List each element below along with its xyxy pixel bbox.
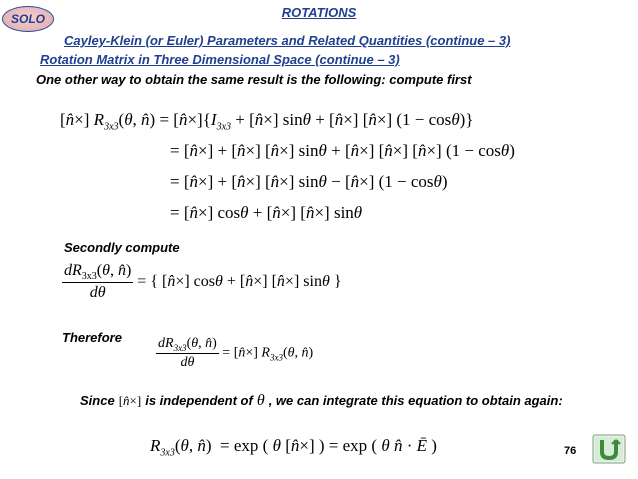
slide-subtitle-1: Cayley-Klein (or Euler) Parameters and Related Quantities (continue – 3) xyxy=(64,33,511,48)
page-number: 76 xyxy=(564,445,577,457)
derivative-equation: $\frac{dR_{3x3}(\theta, n̂)}{d\theta}$ = { [n̂×] cosθ + [n̂×] [n̂×] sinθ } xyxy=(64,262,342,302)
since-middle: is independent of xyxy=(145,393,253,408)
final-equation: $R_{3x3}(\theta$, n̂) = exp ( θ [n̂×] ) = exp ( θ n̂ · Ē ) xyxy=(150,436,437,459)
equation-line-3: = [n̂×] + [n̂×] [n̂×] sinθ − [n̂×] (1 − cosθ) xyxy=(170,172,448,191)
since-nhat-cross: [n̂×] xyxy=(118,393,142,408)
intro-text: One other way to obtain the same result is the following: compute first xyxy=(36,72,472,87)
since-end: , we can integrate this equation to obtain again: xyxy=(268,393,563,408)
equation-line-4: = [n̂×] cosθ + [n̂×] [n̂×] sinθ xyxy=(170,203,363,222)
secondly-text: Secondly compute xyxy=(64,240,180,255)
therefore-equation: $\frac{dR_{3x3}(\theta, n̂)}{d\theta}$ = [n̂×] $R_{3x3}(\theta$, n̂) xyxy=(158,336,314,370)
solo-logo-text: SOLO xyxy=(10,12,45,26)
since-word: Since xyxy=(80,393,115,408)
since-line xyxy=(80,392,563,410)
equation-line-1: [n̂×] $R_{3x3}(\theta$, n̂) = $[n̂\times]\{I_{3x3}$ + [n̂×] sinθ + [n̂×] [n̂×] (1 − cosθ)} xyxy=(60,110,474,133)
u-return-icon[interactable] xyxy=(592,434,626,464)
slide-subtitle-2: Rotation Matrix in Three Dimensional Space (continue – 3) xyxy=(40,52,400,67)
therefore-text: Therefore xyxy=(62,330,122,345)
since-theta: θ xyxy=(256,392,265,409)
slide-title: ROTATIONS xyxy=(281,5,357,20)
equation-line-2: = [n̂×] + [n̂×] [n̂×] sinθ + [n̂×] [n̂×] [n̂×] (1 − cosθ) xyxy=(170,141,515,160)
